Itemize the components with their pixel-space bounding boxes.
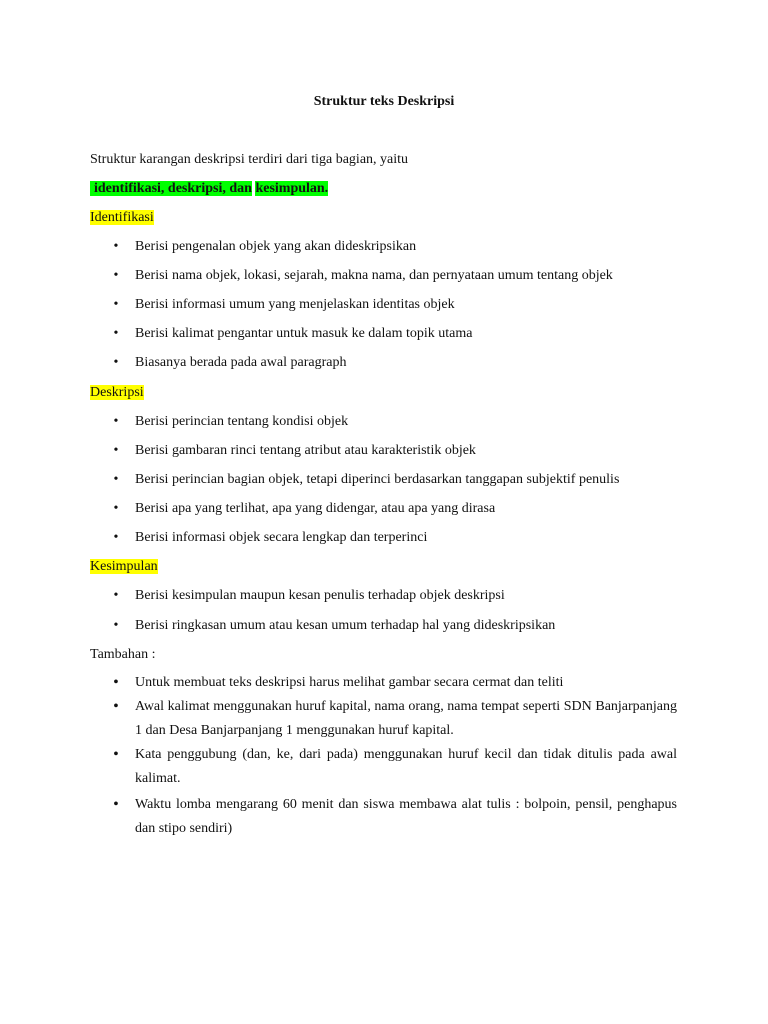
extra-heading: Tambahan :: [90, 647, 156, 662]
highlight-parts-2: kesimpulan.: [255, 181, 329, 196]
bullet-icon: •: [113, 443, 119, 458]
document-page: Struktur teks Deskripsi Struktur karangan deskripsi terdiri dari tiga bagian, yaitu identifikasi, deskripsi, dan kesimpulan. Identifikasi • Berisi pengenalan objek yang akan dideskripsikan • Berisi nama objek, lokasi, sejarah, makna nama, dan pernyataan umum tentang objek • Berisi informasi umum yang menjelaskan identitas objek • Berisi kalimat pengantar untuk masuk ke dalam topik utama • Biasanya berada pada awal paragraph Deskripsi • Berisi perincian tentang kondisi objek • Berisi gambaran rinci tentang atribut atau karakteristik objek • Berisi perincian bagian objek, tetapi diperinci berdasarkan tanggapan subjektif penulis • Berisi apa yang terlihat, apa yang didengar, atau apa yang dirasa • Berisi informasi objek secara lengkap dan terperinci Kesimpulan • Berisi kesimpulan maupun kesan penulis terhadap objek deskripsi • Berisi ringkasan umum atau kesan umum terhadap hal yang dideskripsikan Tambahan : • Untuk membuat teks deskripsi harus melihat gambar secara cermat dan teliti • Awal kalimat menggunakan huruf kapital, nama orang, nama tempat seperti SDN Banjarpanjang 1 dan Desa Banjarpanjang 1 menggunakan huruf kapital. • Kata penggubung (dan, ke, dari pada) menggunakan huruf kecil dan tidak ditulis pada awal kalimat. • Waktu lomba mengarang 60 menit dan siswa membawa alat tulis : bolpoin, pensil, penghapus dan stipo sendiri): [0, 0, 768, 1024]
bullet-icon: •: [113, 326, 119, 341]
bullet-icon: •: [113, 618, 119, 633]
bullet-icon: •: [113, 501, 119, 516]
bullet-icon: •: [113, 472, 119, 487]
bullet-icon: •: [113, 675, 119, 690]
highlight-parts-1: identifikasi, deskripsi, dan: [90, 181, 252, 196]
bullet-icon: •: [113, 239, 119, 254]
bullet-icon: •: [113, 297, 119, 312]
section-heading-identifikasi: Identifikasi: [90, 210, 154, 225]
bullet-icon: •: [113, 355, 119, 370]
bullet-icon: •: [113, 268, 119, 283]
intro-text: Struktur karangan deskripsi terdiri dari tiga bagian, yaitu: [90, 152, 409, 167]
section-heading-deskripsi: Deskripsi: [90, 385, 144, 400]
document-title: Struktur teks Deskripsi: [313, 94, 455, 109]
bullet-icon: •: [113, 530, 119, 545]
section-heading-kesimpulan: Kesimpulan: [90, 559, 158, 574]
bullet-icon: •: [113, 588, 119, 603]
bullet-icon: •: [113, 414, 119, 429]
bullet-icon: •: [113, 797, 119, 812]
bullet-icon: •: [113, 747, 119, 762]
highlight-line: [90, 180, 328, 198]
bullet-icon: •: [113, 699, 119, 714]
